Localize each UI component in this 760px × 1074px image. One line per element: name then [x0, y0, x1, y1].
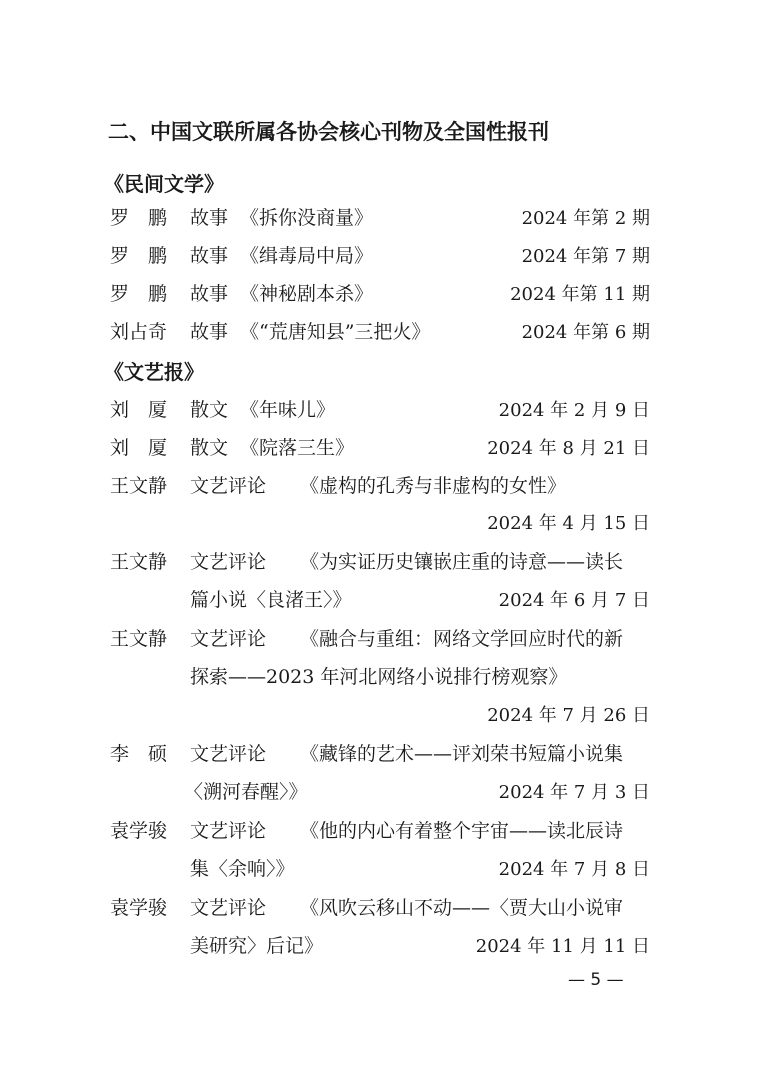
entry-author: 刘 厦 [110, 399, 168, 421]
entry-author: 王文静 [110, 475, 168, 497]
entry-title: 《缉毒局中局》 [240, 245, 374, 267]
entry-title: 《院落三生》 [240, 437, 355, 459]
entry-genre: 故事 [190, 321, 229, 343]
entry-date: 2024 年 8 月 21 日 [487, 438, 650, 459]
entry-author: 刘 厦 [110, 437, 168, 459]
entry-genre: 文艺评论 [190, 628, 267, 650]
entry-title: 《虚构的孔秀与非虚构的女性》 [300, 475, 567, 497]
entry-genre: 文艺评论 [190, 820, 267, 842]
entry-title: 《藏锋的艺术——评刘荣书短篇小说集 [300, 743, 624, 765]
entry-author: 刘占奇 [110, 321, 168, 343]
entry-genre: 散文 [190, 437, 229, 459]
entry-title-continued: 〈溯河春醒〉》 [184, 781, 308, 803]
entry-title: 《风吹云移山不动——〈贾大山小说审 [300, 897, 624, 919]
entry-author: 李 硕 [110, 743, 168, 765]
entry-title-continued: 集〈余响〉》 [190, 858, 295, 880]
entry-date: 2024 年 7 月 8 日 [498, 859, 650, 880]
entry-author: 王文静 [110, 551, 168, 573]
entry-author: 王文静 [110, 628, 168, 650]
entry-title-continued: 探索——2023 年河北网络小说排行榜观察》 [190, 666, 568, 688]
entry-author: 袁学骏 [110, 897, 168, 919]
entry-genre: 文艺评论 [190, 475, 267, 497]
entry-title: 《“荒唐知县”三把火》 [240, 321, 431, 343]
entry-date: 2024 年 11 月 11 日 [475, 936, 650, 957]
publication-heading: 《文艺报》 [104, 360, 204, 384]
entry-title: 《神秘剧本杀》 [240, 283, 374, 305]
entry-date: 2024 年 4 月 15 日 [487, 513, 650, 534]
entry-title: 《拆你没商量》 [240, 207, 374, 229]
entry-genre: 文艺评论 [190, 897, 267, 919]
entry-title-continued: 美研究〉后记》 [190, 935, 324, 957]
entry-title-continued: 篇小说〈良渚王〉》 [190, 589, 352, 611]
entry-author: 罗 鹏 [110, 207, 168, 229]
entry-genre: 故事 [190, 283, 229, 305]
entry-genre: 文艺评论 [190, 743, 267, 765]
page-number: — 5 — [568, 970, 624, 990]
entry-title: 《他的内心有着整个宇宙——读北辰诗 [300, 820, 624, 842]
entry-genre: 故事 [190, 207, 229, 229]
entry-date: 2024 年第 2 期 [521, 208, 650, 229]
entry-date: 2024 年 2 月 9 日 [498, 400, 650, 421]
publication-heading: 《民间文学》 [104, 172, 224, 196]
entry-genre: 文艺评论 [190, 551, 267, 573]
entry-date: 2024 年 6 月 7 日 [498, 590, 650, 611]
entry-genre: 散文 [190, 399, 229, 421]
entry-genre: 故事 [190, 245, 229, 267]
entry-author: 袁学骏 [110, 820, 168, 842]
entry-title: 《融合与重组：网络文学回应时代的新 [300, 628, 624, 650]
section-title: 二、中国文联所属各协会核心刊物及全国性报刊 [108, 120, 549, 144]
entry-title: 《为实证历史镶嵌庄重的诗意——读长 [300, 551, 624, 573]
entry-date: 2024 年第 11 期 [510, 284, 650, 305]
entry-date: 2024 年 7 月 26 日 [487, 705, 650, 726]
entry-author: 罗 鹏 [110, 283, 168, 305]
entry-date: 2024 年第 7 期 [521, 246, 650, 267]
entry-date: 2024 年 7 月 3 日 [498, 782, 650, 803]
entry-title: 《年味儿》 [240, 399, 336, 421]
entry-author: 罗 鹏 [110, 245, 168, 267]
entry-date: 2024 年第 6 期 [521, 322, 650, 343]
